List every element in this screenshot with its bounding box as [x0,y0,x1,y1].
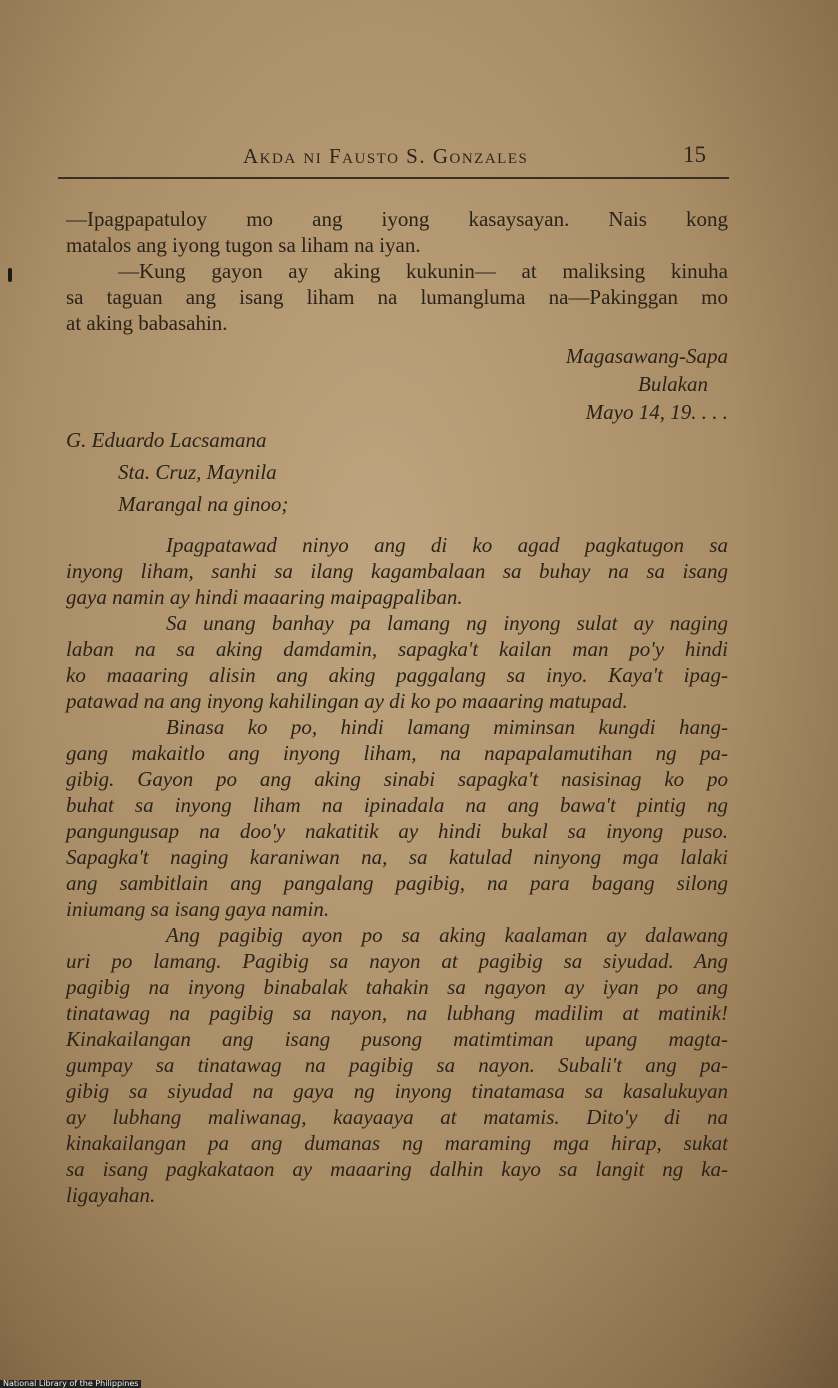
text-line: gaya namin ay hindi maaaring maipagpaliban. [66,585,463,609]
letter-body [66,532,728,1208]
text-line: —Kung gayon ay aking kukunin— at maliksing kinuha [118,259,728,283]
paragraph [66,922,728,1208]
text-line: Sa unang banhay pa lamang ng inyong sulat ay naging [166,611,728,635]
header-rule [58,177,729,179]
text-line: gibig. Gayon po ang aking sinabi sapagka't nasisinag ko po [66,767,728,791]
salutation: Marangal na ginoo; [118,492,289,516]
text-line: ay lubhang maliwanag, kaayaaya at matamis. Dito'y di na [66,1105,728,1129]
recipient-address: Sta. Cruz, Maynila [118,460,277,484]
text-line: iniumang sa isang gaya namin. [66,897,330,921]
text-line: kinakailangan pa ang dumanas ng maraming mga hirap, sukat [66,1131,728,1155]
text-line: sa isang pagkakataon ay maaaring dalhin kayo sa langit ng ka- [66,1157,728,1181]
place-line: Bulakan [638,372,708,396]
letter-heading [566,342,728,426]
text-line: ang sambitlain ang pangalang pagibig, na para bagang silong [66,871,728,895]
text-line: pangungusap na doo'y nakatitik ay hindi bukal sa inyong puso. [66,819,728,843]
text-line: at aking babasahin. [66,311,228,335]
text-line: buhat sa inyong liham na ipinadala na ang bawa't pintig ng [66,793,728,817]
text-line: matalos ang iyong tugon sa liham na iyan. [66,233,421,257]
letter-date: Mayo 14, 19. . . . [585,400,728,424]
text-line: gang makaitlo ang inyong liham, na napapalamutihan ng pa- [66,741,728,765]
text-line: —Ipagpapatuloy mo ang iyong kasaysayan. Nais kong [66,207,728,231]
text-line: pagibig na inyong binabalak tahakin sa ngayon ay iyan po ang [66,975,728,999]
text-line: tinatawag na pagibig sa nayon, na lubhang madilim at matinik! [66,1001,728,1025]
text-line: Binasa ko po, hindi lamang miminsan kungdi hang- [166,715,728,739]
page-number: 15 [683,142,706,167]
paragraph [66,610,728,714]
place-line: Magasawang-Sapa [565,344,728,368]
text-line: uri po lamang. Pagibig sa nayon at pagibig sa siyudad. Ang [66,949,728,973]
text-line: Kinakailangan ang isang pusong matimtiman upang magta- [66,1027,728,1051]
text-line: inyong liham, sanhi sa ilang kagambalaan sa buhay na sa isang [66,559,728,583]
text-line: gibig sa siyudad na gaya ng inyong tinatamasa sa kasalukuyan [66,1079,728,1103]
text-line: ko maaaring alisin ang aking paggalang sa inyo. Kaya't ipag- [66,663,728,687]
library-credit: National Library of the Philippines [0,1380,141,1388]
intro-text [66,206,728,336]
paragraph [66,532,728,610]
text-line: sa taguan ang isang liham na lumangluma na—Pakinggan mo [66,285,728,309]
text-line: ligayahan. [66,1183,156,1207]
running-title: Akda ni Fausto S. Gonzales [243,144,529,168]
text-line: gumpay sa tinatawag na pagibig sa nayon. Subali't ang pa- [66,1053,728,1077]
paragraph [66,714,728,922]
text-line: laban na sa aking damdamin, sapagka't kailan man po'y hindi [66,637,728,661]
margin-ink-mark [8,268,12,282]
text-line: Ipagpatawad ninyo ang di ko agad pagkatugon sa [166,533,728,557]
recipient-name: G. Eduardo Lacsamana [66,428,267,452]
text-line: patawad na ang inyong kahilingan ay di ko po maaaring matupad. [66,689,628,713]
text-line: Ang pagibig ayon po sa aking kaalaman ay dalawang [166,923,728,947]
text-line: Sapagka't naging karaniwan na, sa katulad ninyong mga lalaki [66,845,728,869]
page-header [243,142,728,176]
